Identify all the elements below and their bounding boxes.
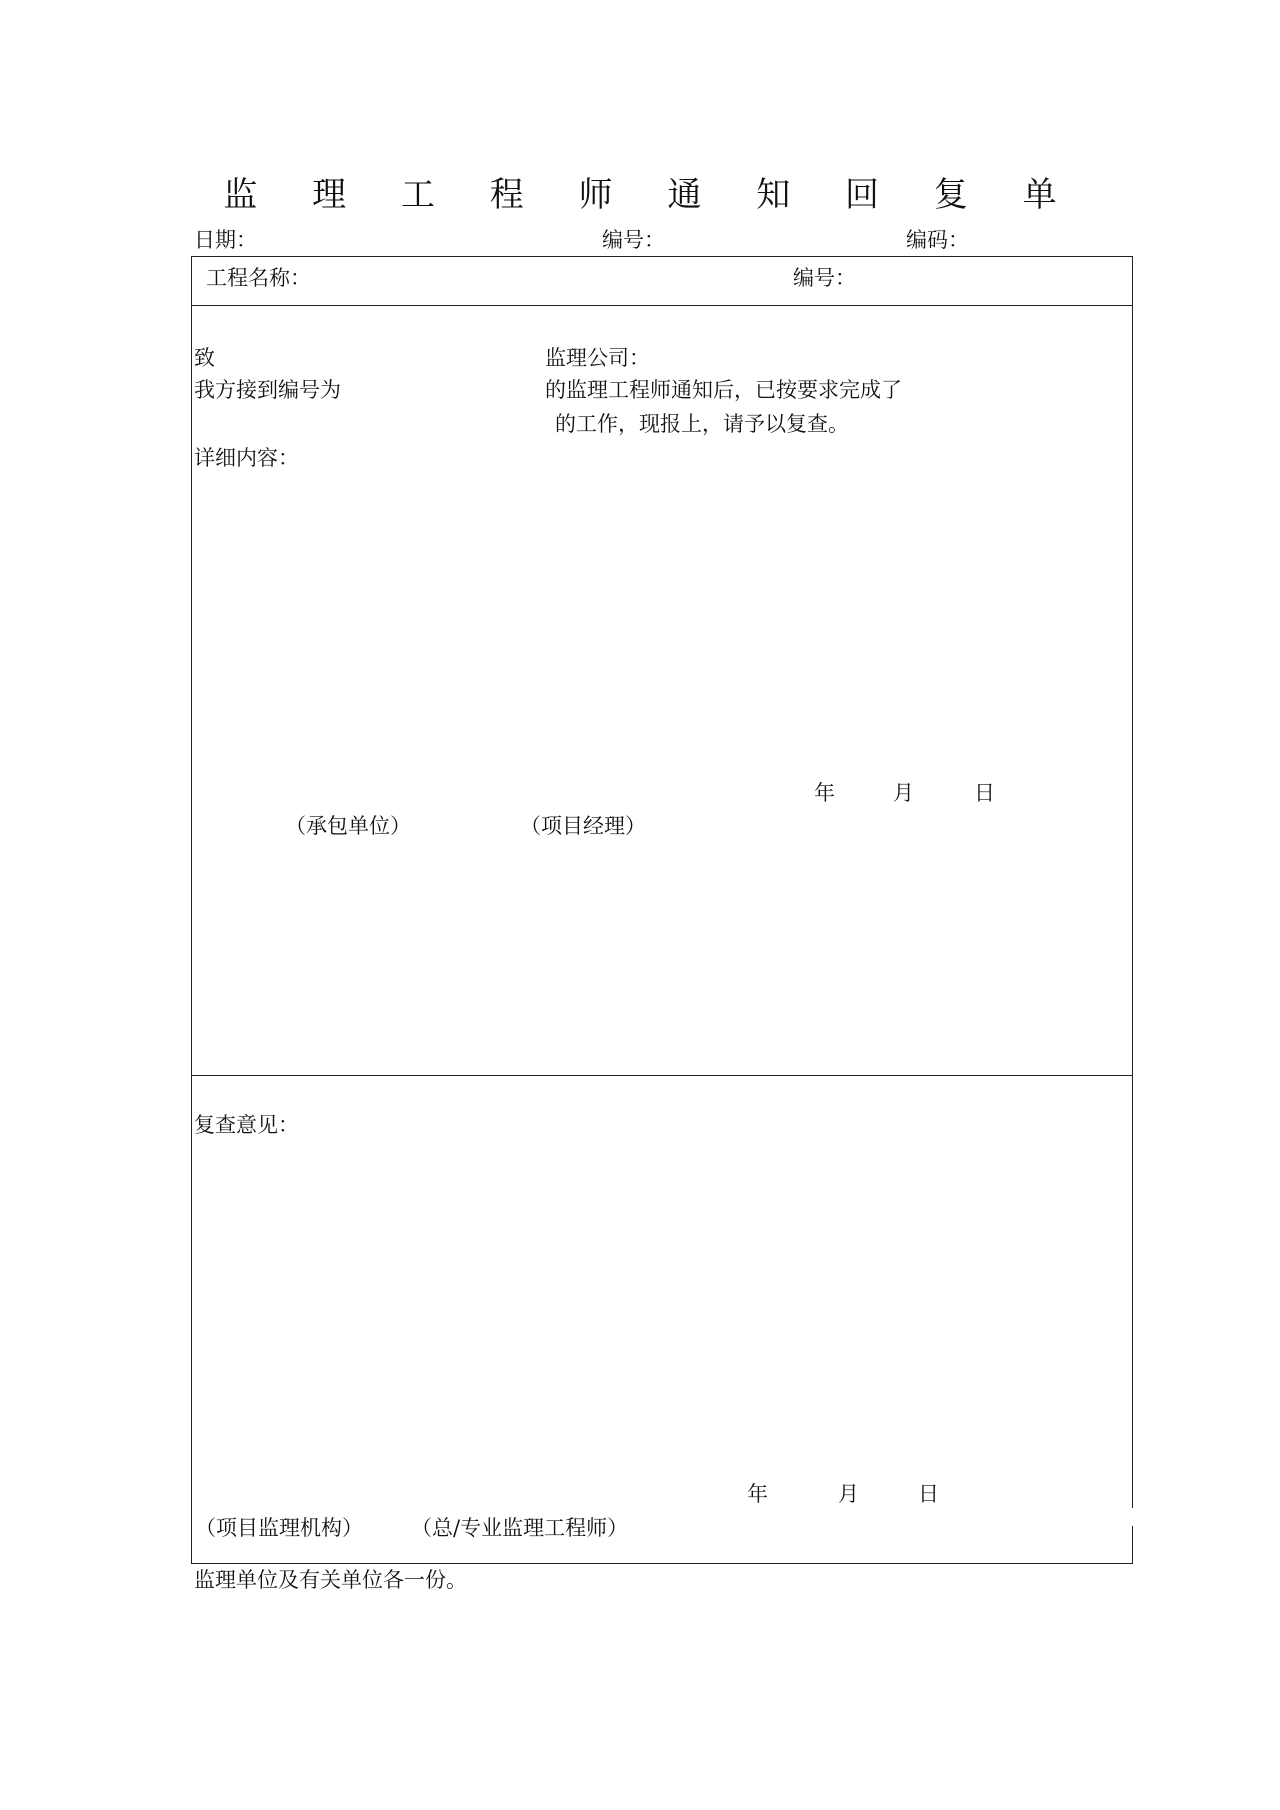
project-number-label: 编号： xyxy=(793,266,856,290)
reply-year: 年 xyxy=(814,781,835,805)
form-frame xyxy=(191,256,1133,1564)
to-label: 致 xyxy=(194,346,215,370)
divider-project xyxy=(191,305,1133,306)
reply-day: 日 xyxy=(974,781,995,805)
code-label: 编码： xyxy=(906,228,969,252)
date-label: 日期： xyxy=(194,228,257,252)
engineer-sign: （总/专业监理工程师） xyxy=(411,1516,629,1540)
number-label: 编号： xyxy=(602,228,665,252)
review-opinion-label: 复查意见： xyxy=(194,1113,299,1137)
page-title: 监 理 工 程 师 通 知 回 复 单 xyxy=(223,175,1079,215)
divider-review xyxy=(191,1075,1133,1076)
manager-sign: （项目经理） xyxy=(520,814,646,838)
project-name-label: 工程名称： xyxy=(206,266,311,290)
company-label: 监理公司： xyxy=(545,346,650,370)
reply-line1-left: 我方接到编号为 xyxy=(194,378,341,402)
review-month: 月 xyxy=(838,1482,859,1506)
details-label: 详细内容： xyxy=(194,446,299,470)
footer-note: 监理单位及有关单位各一份。 xyxy=(194,1568,467,1592)
contractor-sign: （承包单位） xyxy=(285,814,411,838)
review-year: 年 xyxy=(747,1482,768,1506)
review-day: 日 xyxy=(918,1482,939,1506)
border-gap xyxy=(1130,1508,1133,1526)
reply-month: 月 xyxy=(893,781,914,805)
reply-line2: 的工作，现报上，请予以复查。 xyxy=(555,412,849,436)
agency-sign: （项目监理机构） xyxy=(195,1516,363,1540)
reply-line1-right: 的监理工程师通知后，已按要求完成了 xyxy=(545,378,902,402)
